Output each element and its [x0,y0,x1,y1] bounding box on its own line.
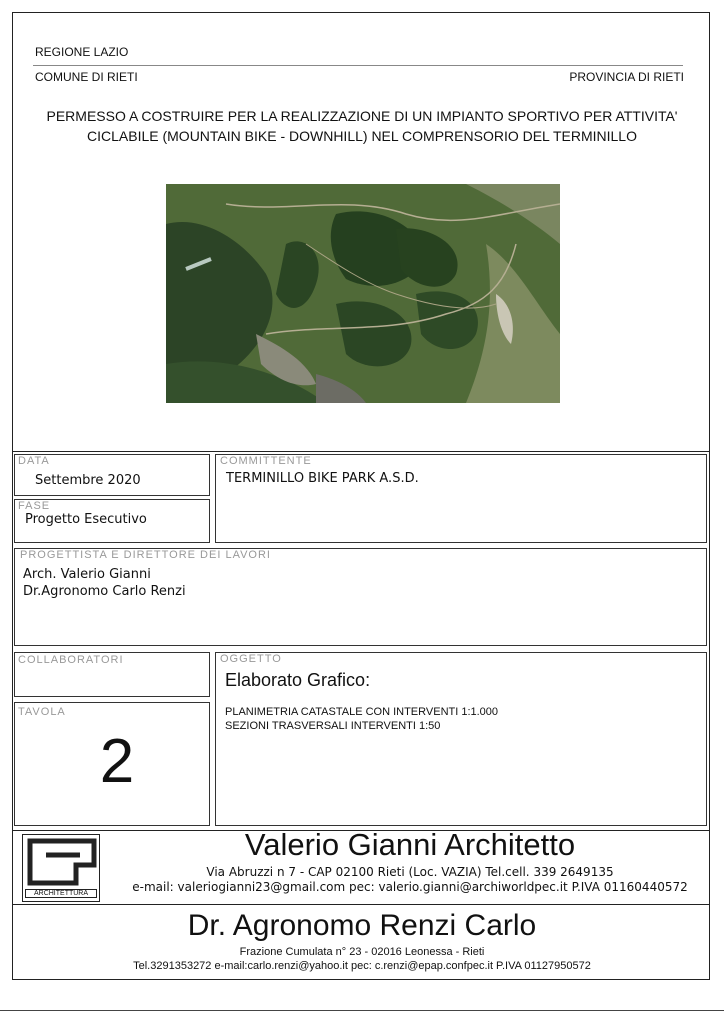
agronomist-name: Dr. Agronomo Renzi Carlo [187,909,537,942]
title-line-2: CICLABILE (MOUNTAIN BIKE - DOWNHILL) NEL COMPRENSORIO DEL TERMINILLO [87,128,637,144]
collaborators-caption: COLLABORATORI [18,654,124,666]
designer-2: Dr.Agronomo Carlo Renzi [23,584,186,599]
province-label: PROVINCIA DI RIETI [569,70,684,84]
agronomist-contacts: Tel.3291353272 e-mail:carlo.renzi@yahoo.it pec: c.renzi@epap.confpec.it P.IVA 01127950572 [133,960,591,972]
agronomist-divider [12,904,710,905]
architect-name: Valerio Gianni Architetto [244,827,576,862]
date-value: Settembre 2020 [35,473,141,488]
region-label: REGIONE LAZIO [35,45,129,59]
section-divider [12,451,710,452]
subject-title: Elaborato Grafico: [225,670,371,690]
logo-mark-icon [24,837,100,889]
table-caption: TAVOLA [18,706,66,718]
header-divider [33,65,683,66]
phase-caption: FASE [18,500,51,512]
aerial-photo-svg [166,184,560,403]
architect-contacts: e-mail: valeriogianni23@gmail.com pec: valerio.gianni@archiworldpec.it P.IVA 01160440572 [132,880,688,894]
page-bottom-rule [0,1010,724,1011]
designer-1: Arch. Valerio Gianni [23,567,151,582]
agronomist-address: Frazione Cumulata n° 23 - 02016 Leonessa - Rieti [239,946,485,958]
designer-caption: PROGETTISTA E DIRETTORE DEI LAVORI [20,549,271,561]
municipality-label: COMUNE DI RIETI [35,70,138,84]
table-number: 2 [99,727,135,796]
document-title [20,106,704,146]
architect-address: Via Abruzzi n 7 - CAP 02100 Rieti (Loc. VAZIA) Tel.cell. 339 2649135 [206,865,614,879]
title-line-1: PERMESSO A COSTRUIRE PER LA REALIZZAZIONE DI UN IMPIANTO SPORTIVO PER ATTIVITA' [46,108,678,124]
client-value: TERMINILLO BIKE PARK A.S.D. [226,471,419,486]
subject-line-2: SEZIONI TRASVERSALI INTERVENTI 1:50 [225,720,441,732]
aerial-photo [166,184,560,403]
client-caption: COMMITTENTE [220,455,312,467]
architect-logo [22,834,100,902]
subject-caption: OGGETTO [220,653,282,665]
date-caption: DATA [18,455,50,467]
logo-text: ARCHITETTURA [25,889,97,898]
subject-line-1: PLANIMETRIA CATASTALE CON INTERVENTI 1:1.000 [225,706,499,718]
client-box [215,454,707,543]
phase-value: Progetto Esecutivo [25,512,147,527]
